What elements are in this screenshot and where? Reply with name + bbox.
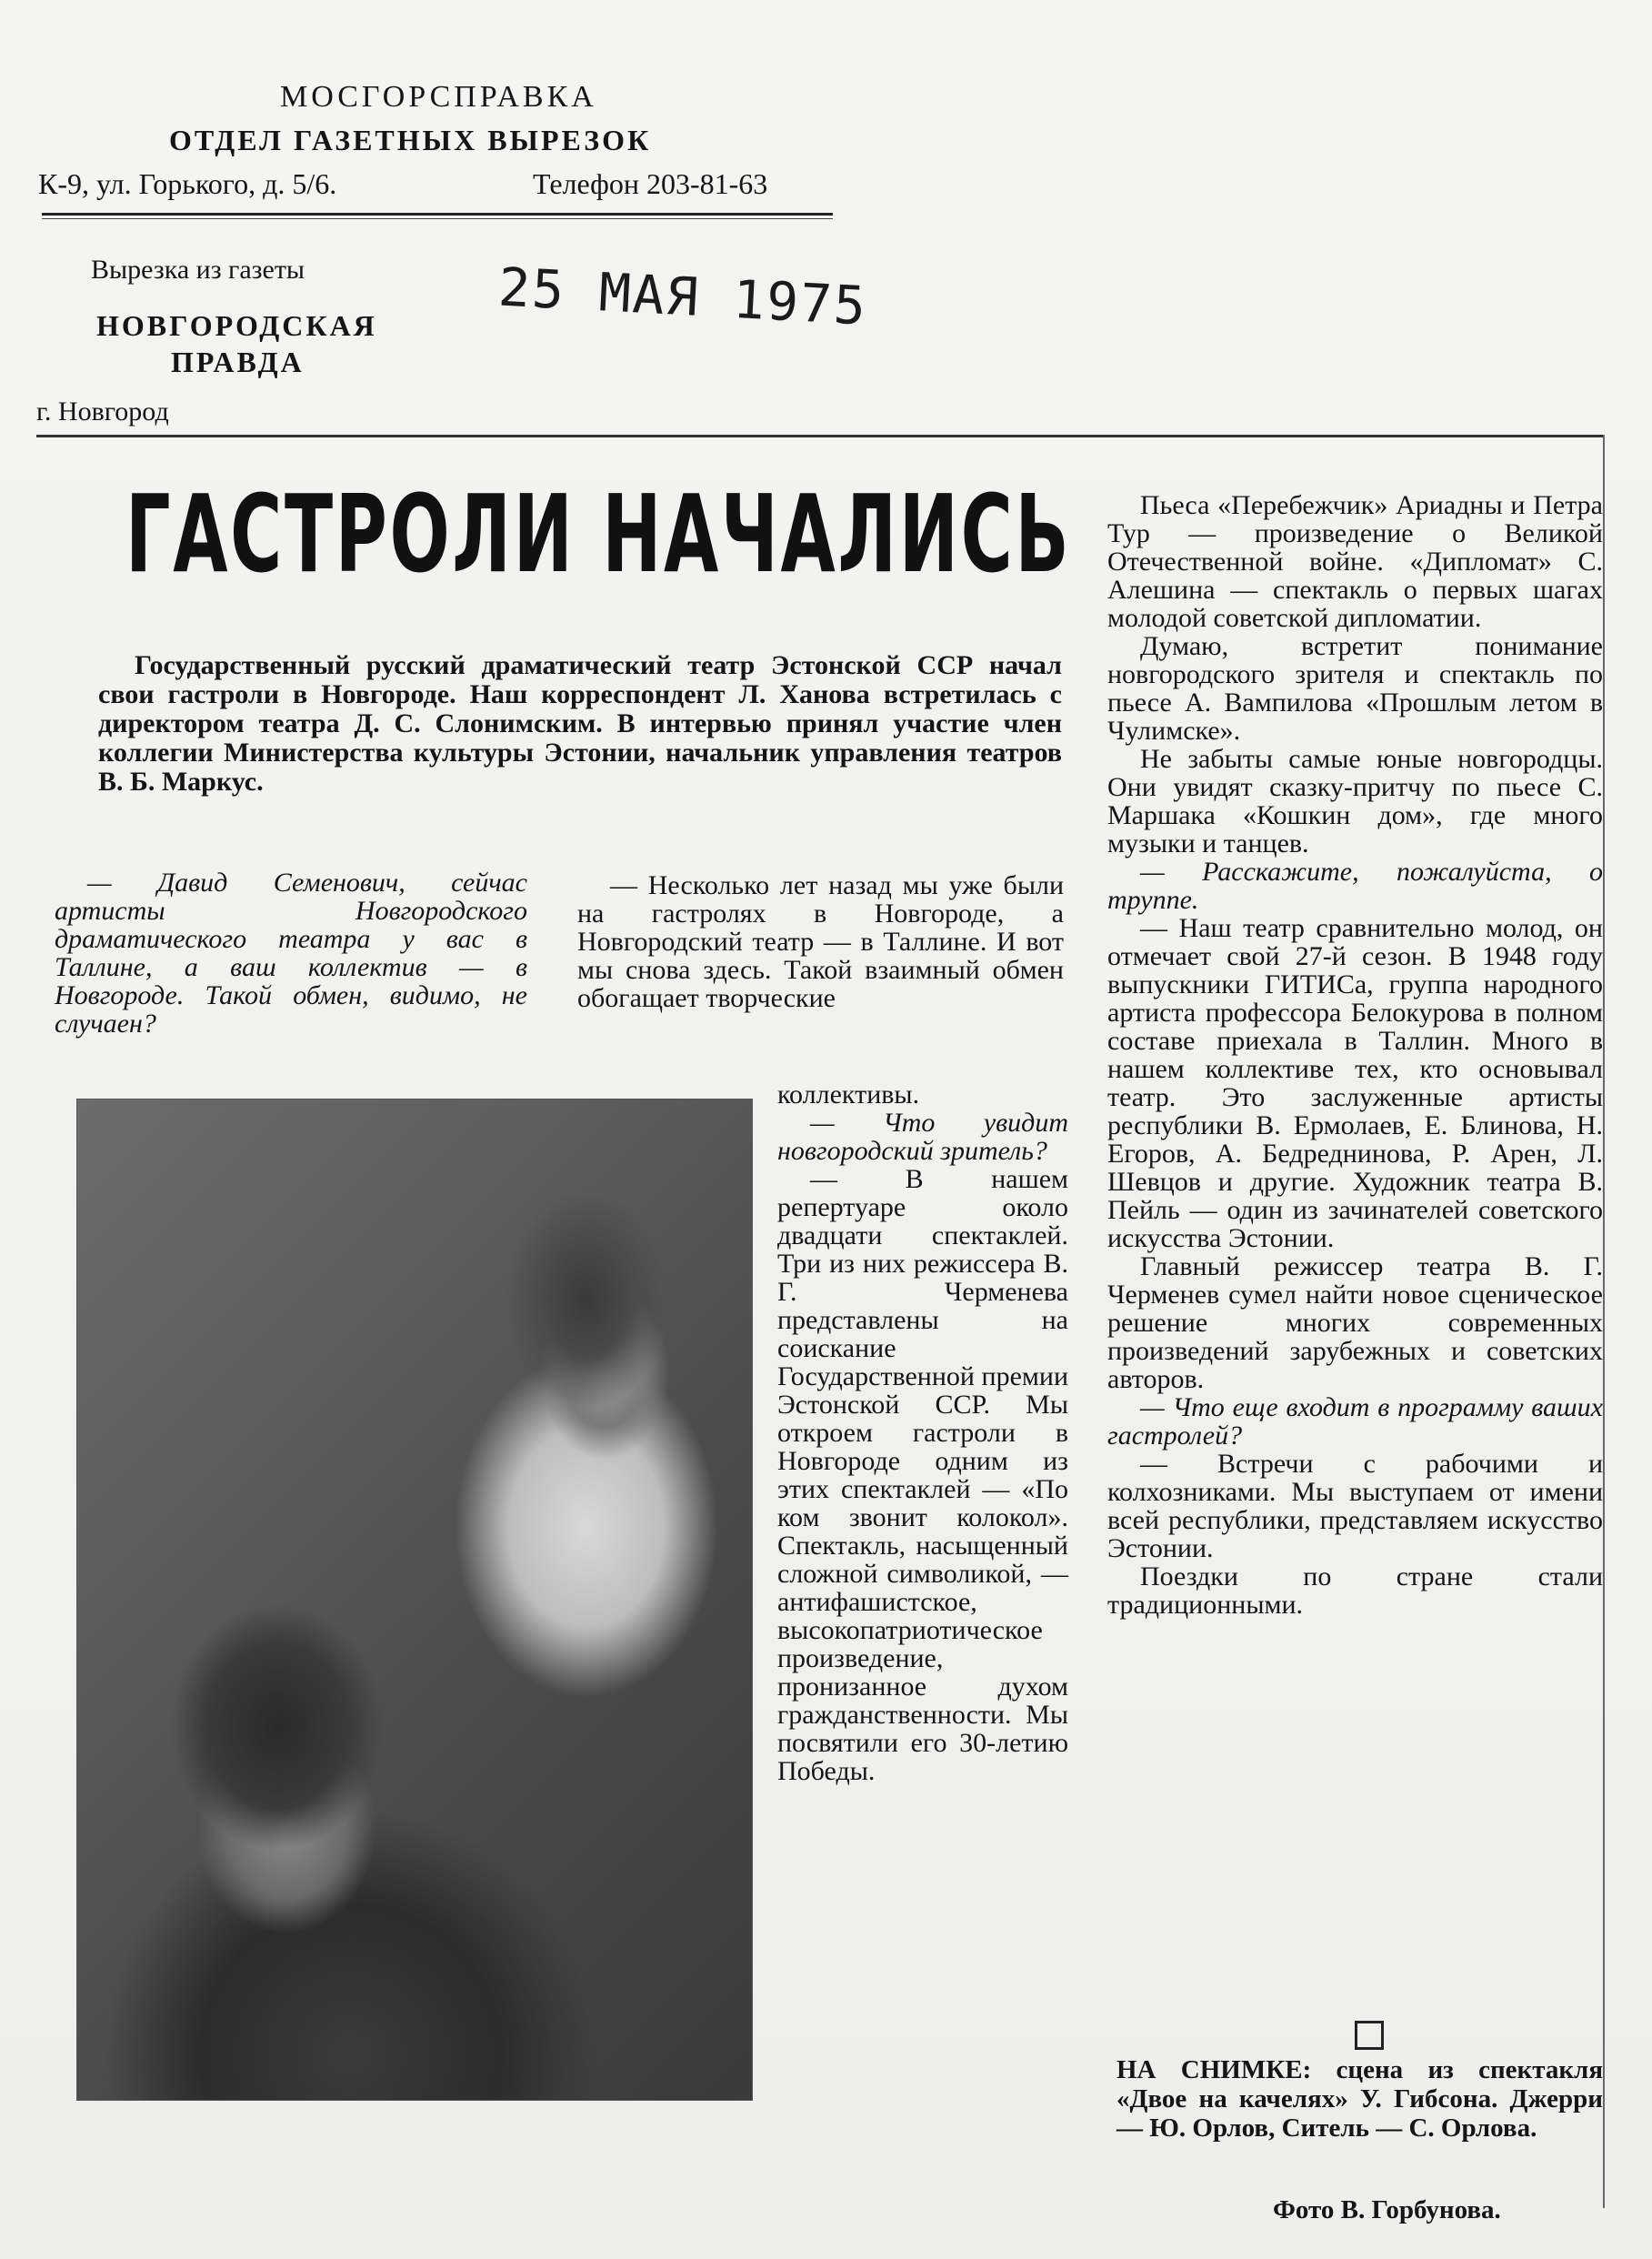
article-border-top	[36, 435, 1605, 437]
answer-text: Поездки по стране стали традиционными.	[1107, 1561, 1603, 1620]
question-text: — Расскажите, пожалуйста, о труппе.	[1107, 857, 1603, 915]
agency-address: К-9, ул. Горького, д. 5/6.	[38, 167, 337, 200]
scene-photo	[76, 1099, 753, 2101]
article-border-right	[1603, 435, 1605, 2208]
newspaper-name: НОВГОРОДСКАЯ	[96, 309, 377, 342]
question-text: — Что увидит новгородский зритель?	[777, 1108, 1068, 1166]
agency-phone: Телефон 203-81-63	[533, 167, 768, 200]
newspaper-city: г. Новгород	[36, 397, 169, 427]
answer-text: Не забыты самые юные новгородцы. Они увидят сказку-притчу по пьесе С. Маршака «Кошкин дом», где много музыки и танцев.	[1107, 744, 1603, 858]
agency-department: ОТДЕЛ ГАЗЕТНЫХ ВЫРЕЗОК	[169, 124, 652, 156]
answer-text: — Встречи с рабочими и колхозниками. Мы выступаем от имени всей республики, представляем искусство Эстонии.	[1107, 1449, 1603, 1563]
question-text: — Что еще входит в программу ваших гастролей?	[1107, 1392, 1603, 1451]
clipping-label: Вырезка из газеты	[91, 255, 305, 285]
question-text: — Давид Семенович, сейчас артисты Новгородского драматического театра у вас в Таллине, а ваш коллектив — в Новгороде. Такой обмен, видимо, не случаен?	[55, 868, 527, 1039]
photo-credit: Фото В. Горбунова.	[1273, 2195, 1501, 2224]
interview-answer-1	[577, 871, 1064, 1012]
answer-text: — Несколько лет назад мы уже были на гастролях в Новгороде, а Новгородский театр — в Таллине. И вот мы снова здесь. Такой взаимный обмен обогащает творческие	[577, 870, 1064, 1013]
article-headline: ГАСТРОЛИ НАЧАЛИСЬ	[125, 471, 1072, 597]
stamp-divider-thin	[42, 218, 833, 219]
answer-text: — В нашем репертуаре около двадцати спектаклей. Три из них режиссера В. Г. Черменева представлены на соискание Государственной премии Эстонской ССР. Мы откроем гастроли в Новгороде одним из этих спектаклей — «По ком звонит колокол». Спектакль, насыщенный сложной символикой, — антифашистское, высокопатриотическое произведение, пронизанное духом гражданственности. Мы посвятили его 30-летию Победы.	[777, 1164, 1068, 1786]
photo-caption	[1116, 2055, 1603, 2143]
article-column-2	[777, 1080, 1068, 1785]
date-stamp: 25 МАЯ 1975	[496, 256, 869, 337]
interview-question-1	[55, 868, 527, 1038]
answer-text: Главный режиссер театра В. Г. Черменев сумел найти новое сценическое решение многих современных произведений зарубежных и советских авторов.	[1107, 1251, 1603, 1394]
agency-name: МОСГОРСПРАВКА	[280, 80, 597, 114]
article-column-3	[1107, 491, 1603, 1619]
answer-text: — Наш театр сравнительно молод, он отмечает свой 27-й сезон. В 1948 году выпускники ГИТИСа, группа народного артиста профессора Белокурова в полном составе приехала в Таллин. Много в нашем коллективе тех, кто основывал театр. Это заслуженные артисты республики В. Ермолаев, Е. Блинова, Н. Егоров, А. Бедреднинова, Р. Арен, Л. Шевцов и другие. Художник театра В. Пейль — один из зачинателей советского искусства Эстонии.	[1107, 913, 1603, 1253]
stamp-divider	[42, 213, 833, 216]
newspaper-name-line2: ПРАВДА	[171, 346, 305, 378]
caption-lead-in: НА СНИМКЕ:	[1116, 2055, 1312, 2084]
answer-text: Пьеса «Перебежчик» Ариадны и Петра Тур — произведение о Великой Отечественной войне. «Дипломат» С. Алешина — спектакль о первых шагах молодой советской дипломатии.	[1107, 490, 1603, 633]
answer-text: Думаю, встретит понимание новгородского зрителя и спектакль по пьесе А. Вампилова «Прошлым летом в Чулимске».	[1107, 631, 1603, 746]
caption-box-icon	[1355, 2021, 1384, 2050]
answer-text-continued: коллективы.	[777, 1079, 920, 1109]
article-lead: Государственный русский драматический театр Эстонской ССР начал свои гастроли в Новгороде. Наш корреспондент Л. Ханова встретилась с директором театра Д. С. Слонимским. В интервью принял участие член коллегии Министерства культуры Эстонии, начальник управления театров В. Б. Маркус.	[98, 650, 1062, 797]
caption-text: сцена из спектакля «Двое на качелях» У. Гибсона. Джерри — Ю. Орлов, Ситель — С. Орлова.	[1116, 2055, 1604, 2143]
